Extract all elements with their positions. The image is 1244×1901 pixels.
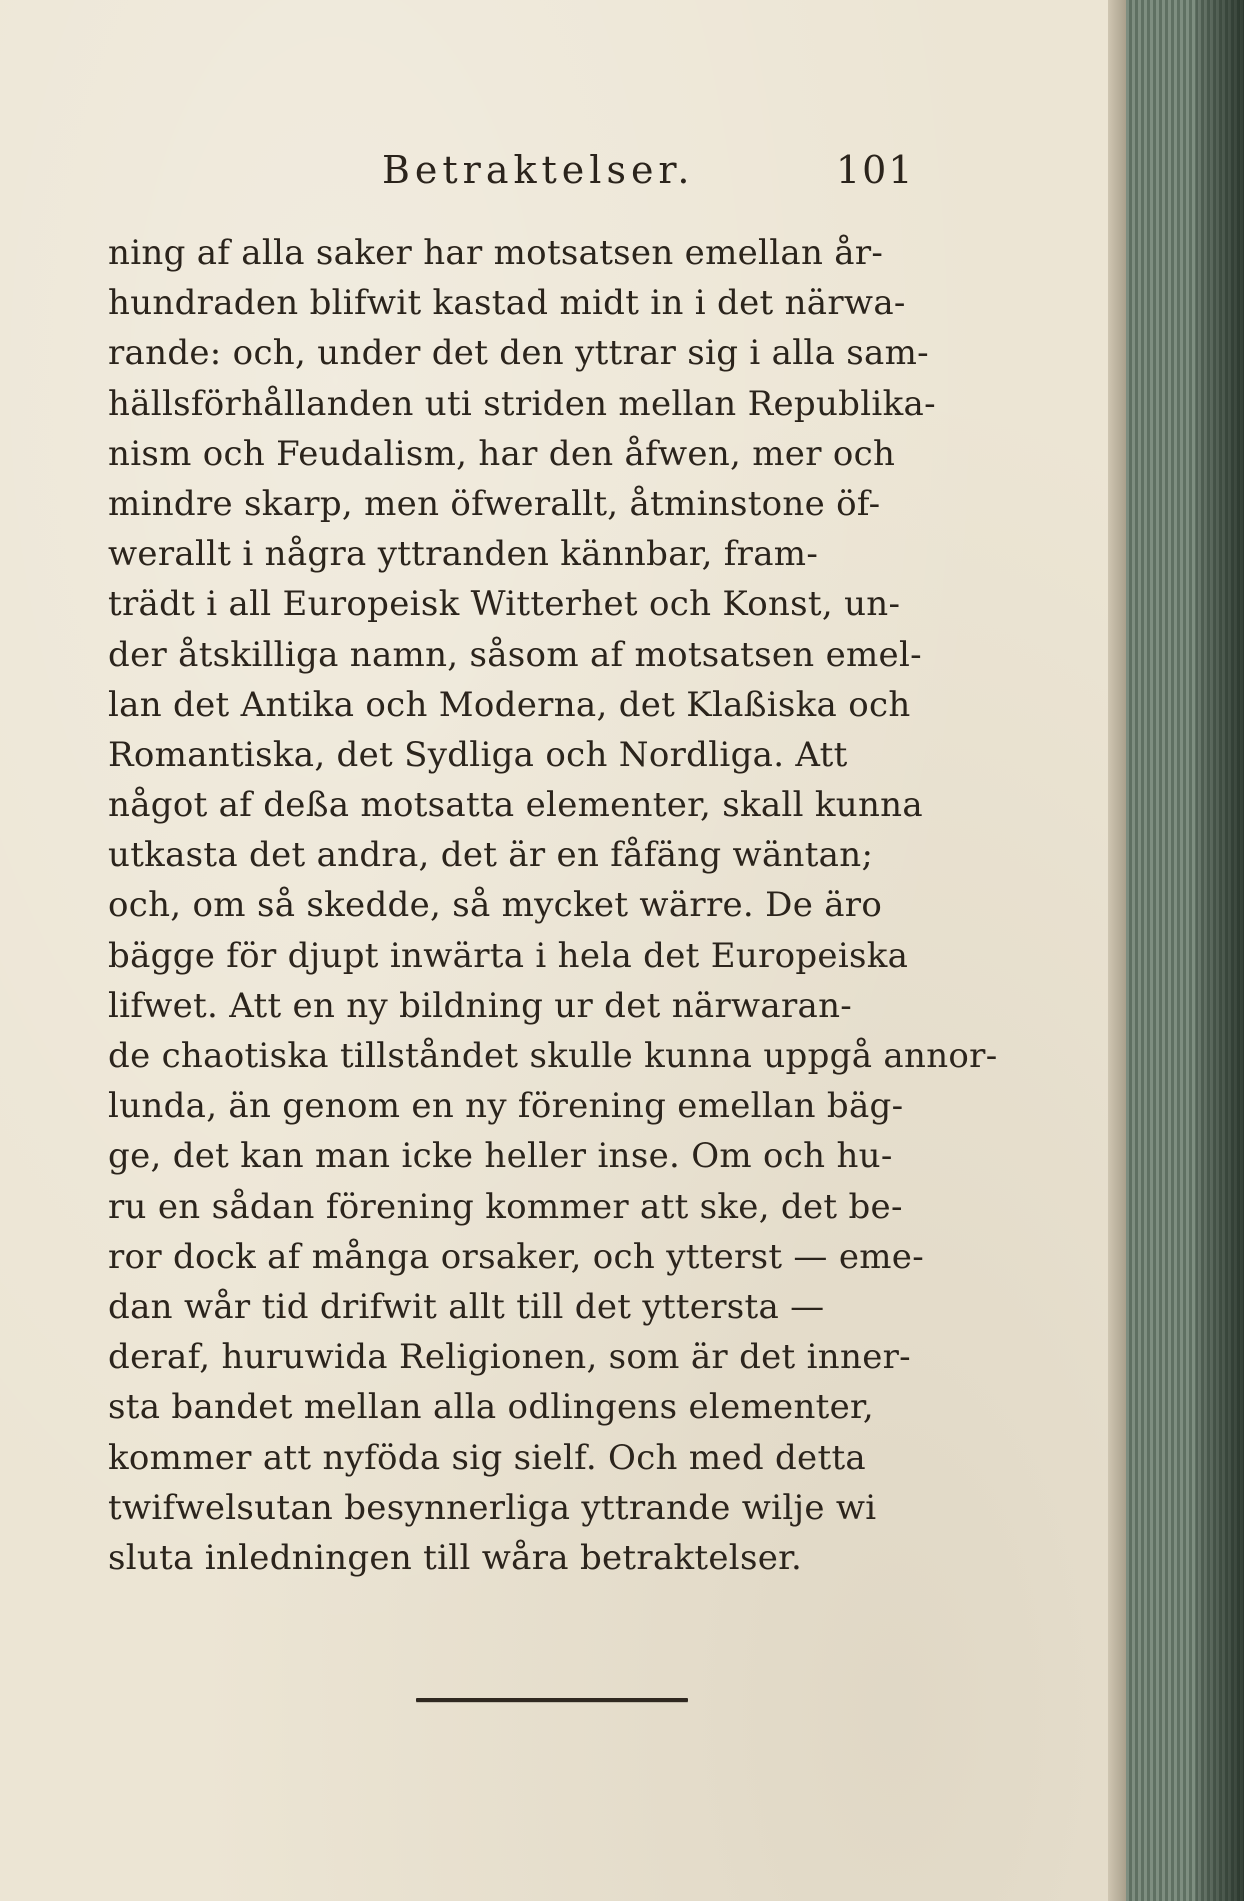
text-line: trädt i all Europeisk Witterhet och Konst, un- xyxy=(108,584,901,625)
text-line: ge, det kan man icke heller inse. Om och hu- xyxy=(108,1136,893,1177)
text-line: lifwet. Att en ny bildning ur det närwaran- xyxy=(108,985,853,1026)
text-line: utkasta det andra, det är en fåfäng wäntan; xyxy=(108,835,874,876)
text-line: de chaotiska tillståndet skulle kunna uppgå annor- xyxy=(108,1036,998,1076)
text-line: rande: och, under det den yttrar sig i alla sam- xyxy=(108,333,929,374)
text-line: mindre skarp, men öfwerallt, åtminstone öf- xyxy=(108,483,881,524)
text-line: twifwelsutan besynnerliga yttrande wilje wi xyxy=(108,1487,877,1528)
text-line: lan det Antika och Moderna, det Klaßiska och xyxy=(108,684,911,725)
text-line: hundraden blifwit kastad midt in i det närwa- xyxy=(108,283,906,324)
spine-shadow xyxy=(1196,0,1244,1901)
text-line: sluta inledningen till wåra betraktelser. xyxy=(108,1537,803,1578)
text-line: werallt i några yttranden kännbar, fram- xyxy=(108,534,819,575)
text-line: nism och Feudalism, har den åfwen, mer och xyxy=(108,433,896,474)
text-line: deraf, huruwida Religionen, som är det inner- xyxy=(108,1337,911,1378)
text-line: ru en sådan förening kommer att ske, det be- xyxy=(108,1186,903,1227)
page-number: 101 xyxy=(836,148,915,192)
text-line: dan wår tid drifwit allt till det yttersta — xyxy=(108,1286,825,1327)
text-line: och, om så skedde, så mycket wärre. De äro xyxy=(108,885,883,926)
text-line: bägge för djupt inwärta i hela det Europeiska xyxy=(108,935,909,976)
text-line: ror dock af många orsaker, och ytterst — eme- xyxy=(108,1236,925,1277)
page-edges xyxy=(1108,0,1126,1901)
running-head xyxy=(100,148,960,204)
text-line: kommer att nyföda sig sielf. Och med detta xyxy=(108,1437,866,1478)
section-end-rule xyxy=(416,1698,688,1702)
page-title: Betraktelser. xyxy=(382,148,695,192)
text-line: hällsförhållanden uti striden mellan Republika- xyxy=(108,383,936,424)
text-line: något af deßa motsatta elementer, skall kunna xyxy=(108,785,923,826)
body-text xyxy=(108,228,998,1583)
text-line: ning af alla saker har motsatsen emellan år- xyxy=(108,233,884,273)
text-line: lunda, än genom en ny förening emellan bäg- xyxy=(108,1086,904,1127)
text-line: sta bandet mellan alla odlingens elementer, xyxy=(108,1387,874,1428)
text-line: Romantiska, det Sydliga och Nordliga. Att xyxy=(108,734,848,775)
text-line: der åtskilliga namn, såsom af motsatsen emel- xyxy=(108,634,922,675)
